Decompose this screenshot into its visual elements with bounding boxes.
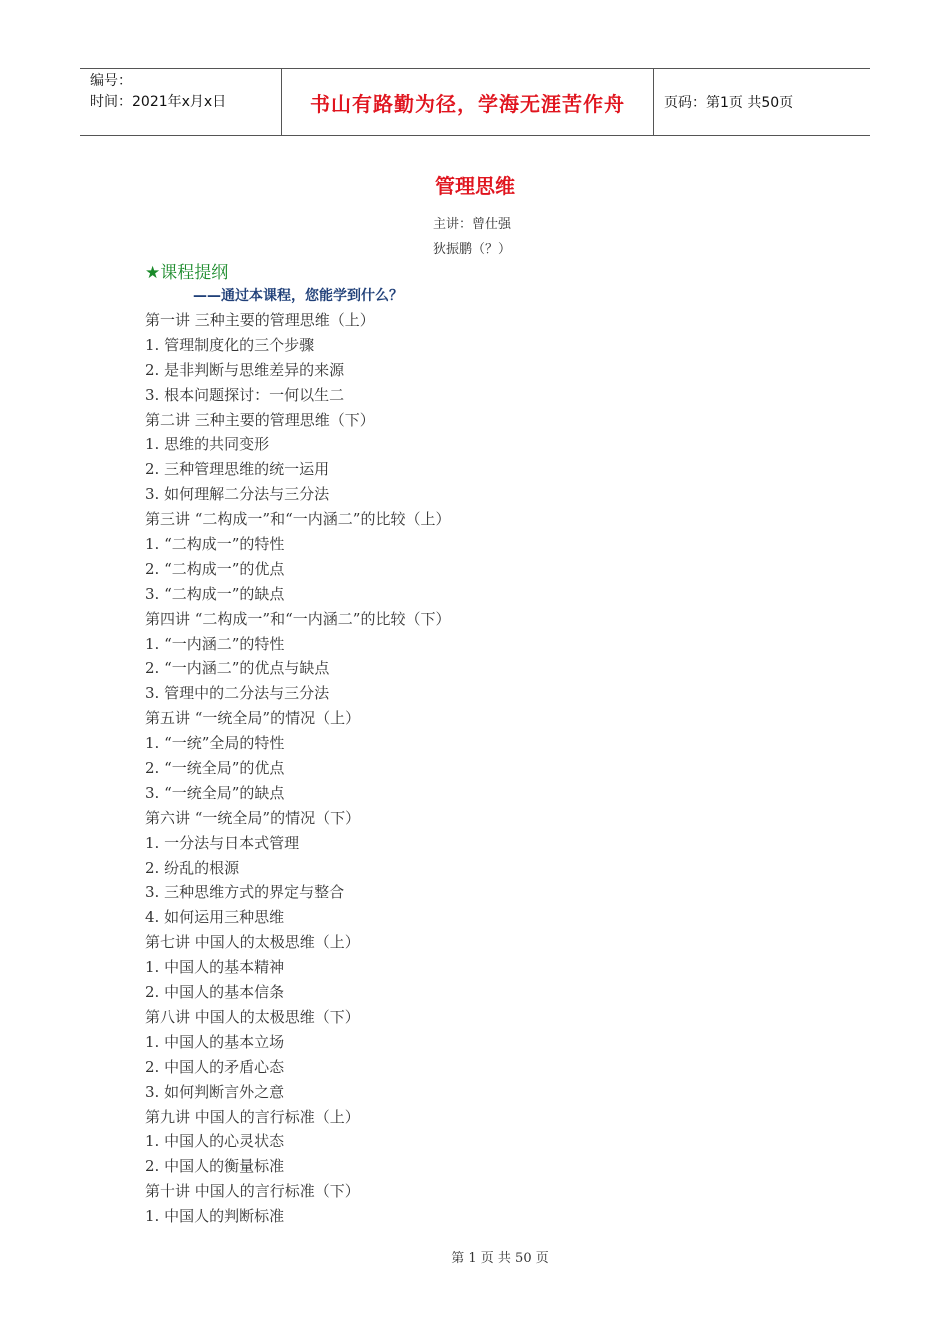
outline-subtitle: ——通过本课程，您能学到什么？ (193, 288, 403, 304)
outline-item: 第四讲 “二构成一”和“一内涵二”的比较（下） (145, 609, 451, 628)
outline-item: 第六讲 “一统全局”的情况（下） (145, 808, 361, 827)
header-motto: 书山有路勤为径，学海无涯苦作舟 (282, 69, 654, 135)
outline-item: 1. “一统”全局的特性 (145, 734, 285, 753)
document-title: 管理思维 (435, 174, 515, 198)
outline-item: 1. 中国人的基本精神 (145, 958, 285, 977)
time-label: 时间：2021年x月x日 (90, 94, 227, 110)
outline-item: 1. “一内涵二”的特性 (145, 634, 285, 653)
outline-item: 第七讲 中国人的太极思维（上） (145, 933, 360, 952)
outline-item: 第九讲 中国人的言行标准（上） (145, 1107, 360, 1126)
outline-item: 2. 中国人的衡量标准 (145, 1157, 285, 1176)
outline-item: 第八讲 中国人的太极思维（下） (145, 1007, 360, 1026)
outline-item: 2. “二构成一”的优点 (145, 559, 285, 578)
page-footer: 第 1 页 共 50 页 (451, 1251, 549, 1266)
outline-item: 第十讲 中国人的言行标准（下） (145, 1182, 360, 1201)
outline-item: 1. 中国人的基本立场 (145, 1032, 285, 1051)
outline-item: 1. 思维的共同变形 (145, 435, 270, 454)
outline-item: 1. 一分法与日本式管理 (145, 833, 300, 852)
outline-item: 2. “一内涵二”的优点与缺点 (145, 659, 330, 678)
outline-item: 2. 中国人的基本信条 (145, 983, 285, 1002)
outline-item: 3. 管理中的二分法与三分法 (145, 684, 330, 703)
outline-item: 1. “二构成一”的特性 (145, 535, 285, 554)
outline-item: 3. 三种思维方式的界定与整合 (145, 883, 345, 902)
lecturer-primary: 主讲：曾仕强 (433, 217, 512, 232)
outline-item: 4. 如何运用三种思维 (145, 908, 285, 927)
outline-item: 第二讲 三种主要的管理思维（下） (145, 410, 375, 429)
outline-item: 3. “一统全局”的缺点 (145, 783, 285, 802)
outline-item: 2. “一统全局”的优点 (145, 759, 285, 778)
outline-item: 1. 中国人的判断标准 (145, 1207, 285, 1226)
outline-item: 2. 三种管理思维的统一运用 (145, 460, 330, 479)
outline-item: 3. 根本问题探讨：一何以生二 (145, 385, 345, 404)
header-page-label: 页码：第1页 共50页 (664, 95, 794, 111)
lecturer-secondary: 狄振鹏（？） (433, 242, 512, 257)
outline-item: 3. 如何判断言外之意 (145, 1082, 285, 1101)
code-label: 编号： (90, 73, 132, 89)
outline-title: ★课程提纲 (145, 263, 229, 283)
page-header (80, 68, 870, 136)
outline-item: 第一讲 三种主要的管理思维（上） (145, 311, 375, 329)
outline-item: 1. 中国人的心灵状态 (145, 1132, 285, 1151)
outline-item: 2. 纷乱的根源 (145, 858, 240, 877)
course-outline-list (145, 308, 450, 1229)
outline-item: 2. 是非判断与思维差异的来源 (145, 360, 345, 379)
header-meta (80, 69, 282, 135)
outline-item: 第三讲 “二构成一”和“一内涵二”的比较（上） (145, 510, 451, 529)
outline-item: 3. “二构成一”的缺点 (145, 584, 285, 603)
outline-item: 2. 中国人的矛盾心态 (145, 1057, 285, 1076)
outline-item: 1. 管理制度化的三个步骤 (145, 335, 315, 354)
outline-item: 第五讲 “一统全局”的情况（上） (145, 709, 361, 728)
outline-item: 3. 如何理解二分法与三分法 (145, 485, 330, 504)
